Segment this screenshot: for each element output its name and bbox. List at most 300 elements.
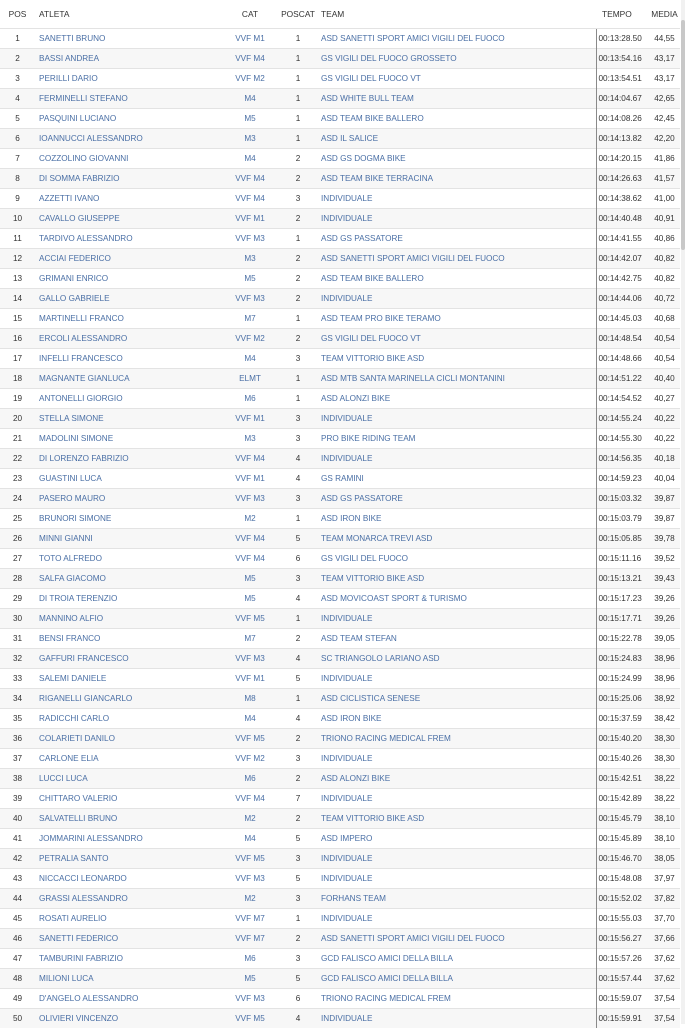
cell-poscat: 2 bbox=[279, 269, 317, 289]
cell-athlete[interactable]: GRASSI ALESSANDRO bbox=[35, 889, 221, 909]
cell-time: 00:15:22.78 bbox=[596, 629, 649, 649]
cell-cat[interactable]: M2 bbox=[221, 809, 279, 829]
cell-time: 00:14:44.06 bbox=[596, 289, 649, 309]
cell-team[interactable]: ASD TEAM BIKE BALLERO bbox=[317, 269, 596, 289]
cell-athlete[interactable]: SANETTI FEDERICO bbox=[35, 929, 221, 949]
cell-athlete[interactable]: BENSI FRANCO bbox=[35, 629, 221, 649]
cell-time: 00:14:08.26 bbox=[596, 109, 649, 129]
table-row[interactable] bbox=[0, 409, 680, 429]
cell-poscat: 3 bbox=[279, 889, 317, 909]
cell-athlete[interactable]: COLARIETI DANILO bbox=[35, 729, 221, 749]
cell-pos: 30 bbox=[0, 609, 35, 629]
cell-athlete[interactable]: JOMMARINI ALESSANDRO bbox=[35, 829, 221, 849]
cell-avg: 41,86 bbox=[649, 149, 680, 169]
cell-time: 00:15:57.44 bbox=[596, 969, 649, 989]
table-header bbox=[0, 0, 680, 29]
cell-time: 00:15:55.03 bbox=[596, 909, 649, 929]
cell-cat[interactable]: M3 bbox=[221, 129, 279, 149]
table-row[interactable] bbox=[0, 429, 680, 449]
table-row[interactable] bbox=[0, 389, 680, 409]
cell-team[interactable]: INDIVIDUALE bbox=[317, 189, 596, 209]
table-row[interactable] bbox=[0, 589, 680, 609]
cell-avg: 40,68 bbox=[649, 309, 680, 329]
cell-athlete[interactable]: DI SOMMA FABRIZIO bbox=[35, 169, 221, 189]
cell-team[interactable]: ASD WHITE BULL TEAM bbox=[317, 89, 596, 109]
table-row[interactable] bbox=[0, 449, 680, 469]
cell-team[interactable]: FORHANS TEAM bbox=[317, 889, 596, 909]
table-body bbox=[0, 29, 680, 1028]
cell-athlete[interactable]: DI TROIA TERENZIO bbox=[35, 589, 221, 609]
cell-team[interactable]: INDIVIDUALE bbox=[317, 849, 596, 869]
cell-team[interactable]: INDIVIDUALE bbox=[317, 289, 596, 309]
cell-cat[interactable]: VVF M4 bbox=[221, 529, 279, 549]
cell-athlete[interactable]: SALVATELLI BRUNO bbox=[35, 809, 221, 829]
cell-athlete[interactable]: ERCOLI ALESSANDRO bbox=[35, 329, 221, 349]
cell-poscat: 3 bbox=[279, 749, 317, 769]
cell-avg: 40,22 bbox=[649, 409, 680, 429]
cell-team[interactable]: ASD ALONZI BIKE bbox=[317, 769, 596, 789]
cell-cat[interactable]: VVF M4 bbox=[221, 449, 279, 469]
cell-cat[interactable]: VVF M2 bbox=[221, 329, 279, 349]
table-row[interactable] bbox=[0, 989, 680, 1009]
cell-athlete[interactable]: ACCIAI FEDERICO bbox=[35, 249, 221, 269]
cell-cat[interactable]: M4 bbox=[221, 349, 279, 369]
cell-athlete[interactable]: MARTINELLI FRANCO bbox=[35, 309, 221, 329]
cell-cat[interactable]: VVF M3 bbox=[221, 989, 279, 1009]
cell-avg: 42,20 bbox=[649, 129, 680, 149]
cell-athlete[interactable]: MILIONI LUCA bbox=[35, 969, 221, 989]
cell-team[interactable]: INDIVIDUALE bbox=[317, 449, 596, 469]
cell-time: 00:14:20.15 bbox=[596, 149, 649, 169]
cell-team[interactable]: ASD MTB SANTA MARINELLA CICLI MONTANINI bbox=[317, 369, 596, 389]
table-row[interactable] bbox=[0, 149, 680, 169]
cell-athlete[interactable]: MINNI GIANNI bbox=[35, 529, 221, 549]
cell-athlete[interactable]: PASQUINI LUCIANO bbox=[35, 109, 221, 129]
table-row[interactable] bbox=[0, 749, 680, 769]
cell-team[interactable]: GS VIGILI DEL FUOCO VT bbox=[317, 329, 596, 349]
cell-athlete[interactable]: INFELLI FRANCESCO bbox=[35, 349, 221, 369]
cell-time: 00:15:13.21 bbox=[596, 569, 649, 589]
cell-athlete[interactable]: PERILLI DARIO bbox=[35, 69, 221, 89]
table-row[interactable] bbox=[0, 49, 680, 69]
cell-athlete[interactable]: ROSATI AURELIO bbox=[35, 909, 221, 929]
cell-athlete[interactable]: SANETTI BRUNO bbox=[35, 29, 221, 49]
table-row[interactable] bbox=[0, 829, 680, 849]
cell-team[interactable]: GS VIGILI DEL FUOCO VT bbox=[317, 69, 596, 89]
cell-team[interactable]: TEAM VITTORIO BIKE ASD bbox=[317, 569, 596, 589]
cell-team[interactable]: INDIVIDUALE bbox=[317, 669, 596, 689]
cell-team[interactable]: TRIONO RACING MEDICAL FREM bbox=[317, 989, 596, 1009]
cell-avg: 38,30 bbox=[649, 749, 680, 769]
cell-cat[interactable]: M2 bbox=[221, 889, 279, 909]
cell-team[interactable]: ASD IRON BIKE bbox=[317, 709, 596, 729]
cell-team[interactable]: ASD TEAM PRO BIKE TERAMO bbox=[317, 309, 596, 329]
cell-pos: 47 bbox=[0, 949, 35, 969]
cell-poscat: 4 bbox=[279, 469, 317, 489]
cell-athlete[interactable]: GALLO GABRIELE bbox=[35, 289, 221, 309]
cell-cat[interactable]: ELMT bbox=[221, 369, 279, 389]
cell-athlete[interactable]: FERMINELLI STEFANO bbox=[35, 89, 221, 109]
cell-cat[interactable]: M5 bbox=[221, 269, 279, 289]
cell-team[interactable]: INDIVIDUALE bbox=[317, 609, 596, 629]
table-row[interactable] bbox=[0, 469, 680, 489]
table-row[interactable] bbox=[0, 109, 680, 129]
cell-team[interactable]: TRIONO RACING MEDICAL FREM bbox=[317, 729, 596, 749]
scrollbar-thumb[interactable] bbox=[681, 20, 685, 250]
cell-cat[interactable]: VVF M4 bbox=[221, 549, 279, 569]
cell-cat[interactable]: VVF M3 bbox=[221, 869, 279, 889]
table-row[interactable] bbox=[0, 529, 680, 549]
cell-team[interactable]: INDIVIDUALE bbox=[317, 1009, 596, 1028]
cell-cat[interactable]: VVF M3 bbox=[221, 489, 279, 509]
cell-avg: 39,26 bbox=[649, 589, 680, 609]
cell-cat[interactable]: VVF M2 bbox=[221, 69, 279, 89]
cell-team[interactable]: ASD SANETTI SPORT AMICI VIGILI DEL FUOCO bbox=[317, 29, 596, 49]
cell-pos: 43 bbox=[0, 869, 35, 889]
cell-poscat: 1 bbox=[279, 109, 317, 129]
cell-cat[interactable]: M5 bbox=[221, 109, 279, 129]
cell-team[interactable]: ASD GS DOGMA BIKE bbox=[317, 149, 596, 169]
cell-cat[interactable]: M5 bbox=[221, 569, 279, 589]
cell-athlete[interactable]: OLIVIERI VINCENZO bbox=[35, 1009, 221, 1028]
cell-poscat: 3 bbox=[279, 409, 317, 429]
table-row[interactable] bbox=[0, 229, 680, 249]
cell-avg: 37,54 bbox=[649, 989, 680, 1009]
cell-pos: 4 bbox=[0, 89, 35, 109]
cell-time: 00:14:48.54 bbox=[596, 329, 649, 349]
cell-poscat: 1 bbox=[279, 309, 317, 329]
table-row[interactable] bbox=[0, 889, 680, 909]
cell-athlete[interactable]: MADOLINI SIMONE bbox=[35, 429, 221, 449]
cell-team[interactable]: ASD CICLISTICA SENESE bbox=[317, 689, 596, 709]
cell-cat[interactable]: VVF M1 bbox=[221, 409, 279, 429]
cell-athlete[interactable]: GUASTINI LUCA bbox=[35, 469, 221, 489]
table-row[interactable] bbox=[0, 729, 680, 749]
table-row[interactable] bbox=[0, 569, 680, 589]
cell-athlete[interactable]: STELLA SIMONE bbox=[35, 409, 221, 429]
cell-cat[interactable]: VVF M3 bbox=[221, 229, 279, 249]
cell-cat[interactable]: VVF M7 bbox=[221, 909, 279, 929]
table-row[interactable] bbox=[0, 309, 680, 329]
cell-athlete[interactable]: PASERO MAURO bbox=[35, 489, 221, 509]
table-row[interactable] bbox=[0, 969, 680, 989]
cell-pos: 13 bbox=[0, 269, 35, 289]
cell-avg: 37,66 bbox=[649, 929, 680, 949]
cell-avg: 42,45 bbox=[649, 109, 680, 129]
cell-team[interactable]: TEAM MONARCA TREVI ASD bbox=[317, 529, 596, 549]
cell-cat[interactable]: M6 bbox=[221, 769, 279, 789]
table-row[interactable] bbox=[0, 269, 680, 289]
cell-cat[interactable]: VVF M3 bbox=[221, 289, 279, 309]
cell-cat[interactable]: VVF M5 bbox=[221, 609, 279, 629]
cell-pos: 36 bbox=[0, 729, 35, 749]
cell-athlete[interactable]: RADICCHI CARLO bbox=[35, 709, 221, 729]
cell-avg: 39,87 bbox=[649, 489, 680, 509]
table-row[interactable] bbox=[0, 1009, 680, 1028]
cell-cat[interactable]: M6 bbox=[221, 389, 279, 409]
table-row[interactable] bbox=[0, 289, 680, 309]
cell-cat[interactable]: M5 bbox=[221, 589, 279, 609]
cell-athlete[interactable]: BASSI ANDREA bbox=[35, 49, 221, 69]
cell-athlete[interactable]: NICCACCI LEONARDO bbox=[35, 869, 221, 889]
cell-avg: 41,00 bbox=[649, 189, 680, 209]
cell-cat[interactable]: M3 bbox=[221, 429, 279, 449]
cell-team[interactable]: TEAM VITTORIO BIKE ASD bbox=[317, 809, 596, 829]
cell-cat[interactable]: VVF M1 bbox=[221, 469, 279, 489]
cell-poscat: 7 bbox=[279, 789, 317, 809]
cell-cat[interactable]: M2 bbox=[221, 509, 279, 529]
cell-athlete[interactable]: DI LORENZO FABRIZIO bbox=[35, 449, 221, 469]
cell-time: 00:15:17.23 bbox=[596, 589, 649, 609]
cell-team[interactable]: ASD GS PASSATORE bbox=[317, 229, 596, 249]
cell-team[interactable]: ASD TEAM BIKE TERRACINA bbox=[317, 169, 596, 189]
table-row[interactable] bbox=[0, 689, 680, 709]
cell-athlete[interactable]: LUCCI LUCA bbox=[35, 769, 221, 789]
cell-time: 00:15:03.79 bbox=[596, 509, 649, 529]
table-row[interactable] bbox=[0, 349, 680, 369]
cell-pos: 7 bbox=[0, 149, 35, 169]
cell-athlete[interactable]: BRUNORI SIMONE bbox=[35, 509, 221, 529]
table-row[interactable] bbox=[0, 629, 680, 649]
cell-cat[interactable]: M3 bbox=[221, 249, 279, 269]
table-row[interactable] bbox=[0, 249, 680, 269]
cell-athlete[interactable]: MAGNANTE GIANLUCA bbox=[35, 369, 221, 389]
cell-team[interactable]: ASD IRON BIKE bbox=[317, 509, 596, 529]
cell-team[interactable]: GCD FALISCO AMICI DELLA BILLA bbox=[317, 969, 596, 989]
cell-team[interactable]: ASD IL SALICE bbox=[317, 129, 596, 149]
cell-time: 00:14:55.30 bbox=[596, 429, 649, 449]
cell-team[interactable]: ASD SANETTI SPORT AMICI VIGILI DEL FUOCO bbox=[317, 929, 596, 949]
table-row[interactable] bbox=[0, 209, 680, 229]
cell-avg: 40,82 bbox=[649, 269, 680, 289]
cell-cat[interactable]: M6 bbox=[221, 949, 279, 969]
table-row[interactable] bbox=[0, 789, 680, 809]
table-row[interactable] bbox=[0, 869, 680, 889]
table-row[interactable] bbox=[0, 169, 680, 189]
cell-athlete[interactable]: COZZOLINO GIOVANNI bbox=[35, 149, 221, 169]
cell-avg: 38,10 bbox=[649, 809, 680, 829]
cell-cat[interactable]: VVF M1 bbox=[221, 29, 279, 49]
table-row[interactable] bbox=[0, 489, 680, 509]
cell-team[interactable]: GS RAMINI bbox=[317, 469, 596, 489]
cell-athlete[interactable]: CARLONE ELIA bbox=[35, 749, 221, 769]
cell-cat[interactable]: VVF M2 bbox=[221, 749, 279, 769]
cell-avg: 37,82 bbox=[649, 889, 680, 909]
table-row[interactable] bbox=[0, 769, 680, 789]
cell-poscat: 2 bbox=[279, 329, 317, 349]
table-row[interactable] bbox=[0, 649, 680, 669]
cell-avg: 38,10 bbox=[649, 829, 680, 849]
cell-pos: 20 bbox=[0, 409, 35, 429]
cell-poscat: 2 bbox=[279, 149, 317, 169]
cell-poscat: 1 bbox=[279, 29, 317, 49]
cell-athlete[interactable]: PETRALIA SANTO bbox=[35, 849, 221, 869]
cell-cat[interactable]: VVF M1 bbox=[221, 669, 279, 689]
cell-athlete[interactable]: SALEMI DANIELE bbox=[35, 669, 221, 689]
header-poscat[interactable]: POSCAT bbox=[279, 0, 317, 29]
cell-team[interactable]: INDIVIDUALE bbox=[317, 869, 596, 889]
cell-team[interactable]: ASD GS PASSATORE bbox=[317, 489, 596, 509]
cell-athlete[interactable]: CAVALLO GIUSEPPE bbox=[35, 209, 221, 229]
cell-time: 00:15:48.08 bbox=[596, 869, 649, 889]
cell-poscat: 5 bbox=[279, 669, 317, 689]
cell-team[interactable]: INDIVIDUALE bbox=[317, 789, 596, 809]
cell-athlete[interactable]: MANNINO ALFIO bbox=[35, 609, 221, 629]
cell-avg: 40,22 bbox=[649, 429, 680, 449]
cell-team[interactable]: INDIVIDUALE bbox=[317, 909, 596, 929]
cell-avg: 39,78 bbox=[649, 529, 680, 549]
cell-athlete[interactable]: IOANNUCCI ALESSANDRO bbox=[35, 129, 221, 149]
cell-poscat: 1 bbox=[279, 689, 317, 709]
cell-poscat: 1 bbox=[279, 389, 317, 409]
header-time[interactable]: TEMPO bbox=[596, 0, 649, 29]
header-avg[interactable]: MEDIA bbox=[649, 0, 680, 29]
table-row[interactable] bbox=[0, 509, 680, 529]
vertical-scrollbar[interactable] bbox=[681, 0, 685, 1024]
cell-team[interactable]: GS VIGILI DEL FUOCO bbox=[317, 549, 596, 569]
cell-athlete[interactable]: RIGANELLI GIANCARLO bbox=[35, 689, 221, 709]
cell-time: 00:15:46.70 bbox=[596, 849, 649, 869]
cell-team[interactable]: ASD MOVICOAST SPORT & TURISMO bbox=[317, 589, 596, 609]
cell-cat[interactable]: M7 bbox=[221, 629, 279, 649]
cell-time: 00:15:45.89 bbox=[596, 829, 649, 849]
table-row[interactable] bbox=[0, 329, 680, 349]
cell-poscat: 4 bbox=[279, 449, 317, 469]
cell-time: 00:13:54.51 bbox=[596, 69, 649, 89]
cell-avg: 38,22 bbox=[649, 769, 680, 789]
cell-cat[interactable]: VVF M4 bbox=[221, 49, 279, 69]
cell-team[interactable]: ASD TEAM STEFAN bbox=[317, 629, 596, 649]
cell-cat[interactable]: VVF M4 bbox=[221, 169, 279, 189]
cell-pos: 5 bbox=[0, 109, 35, 129]
cell-avg: 40,82 bbox=[649, 249, 680, 269]
table-row[interactable] bbox=[0, 709, 680, 729]
cell-poscat: 1 bbox=[279, 369, 317, 389]
cell-athlete[interactable]: TAMBURINI FABRIZIO bbox=[35, 949, 221, 969]
cell-cat[interactable]: VVF M4 bbox=[221, 789, 279, 809]
table-row[interactable] bbox=[0, 669, 680, 689]
cell-poscat: 3 bbox=[279, 489, 317, 509]
table-row[interactable] bbox=[0, 69, 680, 89]
cell-cat[interactable]: VVF M5 bbox=[221, 849, 279, 869]
cell-pos: 17 bbox=[0, 349, 35, 369]
cell-time: 00:13:54.16 bbox=[596, 49, 649, 69]
table-row[interactable] bbox=[0, 369, 680, 389]
header-pos[interactable]: POS bbox=[0, 0, 35, 29]
cell-team[interactable]: SC TRIANGOLO LARIANO ASD bbox=[317, 649, 596, 669]
cell-time: 00:15:40.20 bbox=[596, 729, 649, 749]
cell-pos: 2 bbox=[0, 49, 35, 69]
cell-poscat: 2 bbox=[279, 629, 317, 649]
cell-team[interactable]: INDIVIDUALE bbox=[317, 749, 596, 769]
cell-athlete[interactable]: AZZETTI IVANO bbox=[35, 189, 221, 209]
cell-team[interactable]: ASD ALONZI BIKE bbox=[317, 389, 596, 409]
cell-avg: 38,42 bbox=[649, 709, 680, 729]
cell-athlete[interactable]: TOTO ALFREDO bbox=[35, 549, 221, 569]
table-row[interactable] bbox=[0, 89, 680, 109]
cell-athlete[interactable]: GRIMANI ENRICO bbox=[35, 269, 221, 289]
cell-avg: 38,96 bbox=[649, 649, 680, 669]
cell-cat[interactable]: M5 bbox=[221, 969, 279, 989]
header-team[interactable]: TEAM bbox=[317, 0, 596, 29]
table-row[interactable] bbox=[0, 129, 680, 149]
cell-poscat: 3 bbox=[279, 189, 317, 209]
table-row[interactable] bbox=[0, 189, 680, 209]
cell-time: 00:13:28.50 bbox=[596, 29, 649, 49]
cell-team[interactable]: INDIVIDUALE bbox=[317, 409, 596, 429]
cell-team[interactable]: TEAM VITTORIO BIKE ASD bbox=[317, 349, 596, 369]
cell-team[interactable]: ASD SANETTI SPORT AMICI VIGILI DEL FUOCO bbox=[317, 249, 596, 269]
cell-pos: 15 bbox=[0, 309, 35, 329]
cell-cat[interactable]: M4 bbox=[221, 149, 279, 169]
cell-cat[interactable]: M4 bbox=[221, 89, 279, 109]
cell-team[interactable]: PRO BIKE RIDING TEAM bbox=[317, 429, 596, 449]
cell-pos: 6 bbox=[0, 129, 35, 149]
header-cat[interactable]: CAT bbox=[221, 0, 279, 29]
cell-avg: 42,65 bbox=[649, 89, 680, 109]
cell-pos: 24 bbox=[0, 489, 35, 509]
cell-pos: 3 bbox=[0, 69, 35, 89]
cell-cat[interactable]: M4 bbox=[221, 829, 279, 849]
cell-athlete[interactable]: GAFFURI FRANCESCO bbox=[35, 649, 221, 669]
cell-athlete[interactable]: CHITTARO VALERIO bbox=[35, 789, 221, 809]
cell-team[interactable]: INDIVIDUALE bbox=[317, 209, 596, 229]
cell-athlete[interactable]: ANTONELLI GIORGIO bbox=[35, 389, 221, 409]
cell-cat[interactable]: VVF M7 bbox=[221, 929, 279, 949]
cell-avg: 40,91 bbox=[649, 209, 680, 229]
cell-poscat: 2 bbox=[279, 249, 317, 269]
table-row[interactable] bbox=[0, 809, 680, 829]
table-row[interactable] bbox=[0, 949, 680, 969]
cell-cat[interactable]: M8 bbox=[221, 689, 279, 709]
cell-cat[interactable]: VVF M1 bbox=[221, 209, 279, 229]
cell-time: 00:15:42.51 bbox=[596, 769, 649, 789]
cell-athlete[interactable]: TARDIVO ALESSANDRO bbox=[35, 229, 221, 249]
cell-cat[interactable]: M7 bbox=[221, 309, 279, 329]
cell-cat[interactable]: VVF M5 bbox=[221, 1009, 279, 1028]
cell-avg: 40,54 bbox=[649, 329, 680, 349]
cell-poscat: 5 bbox=[279, 969, 317, 989]
cell-team[interactable]: ASD TEAM BIKE BALLERO bbox=[317, 109, 596, 129]
table-row[interactable] bbox=[0, 929, 680, 949]
cell-pos: 42 bbox=[0, 849, 35, 869]
cell-team[interactable]: GS VIGILI DEL FUOCO GROSSETO bbox=[317, 49, 596, 69]
cell-athlete[interactable]: SALFA GIACOMO bbox=[35, 569, 221, 589]
cell-team[interactable]: ASD IMPERO bbox=[317, 829, 596, 849]
cell-cat[interactable]: VVF M3 bbox=[221, 649, 279, 669]
cell-pos: 11 bbox=[0, 229, 35, 249]
header-athlete[interactable]: ATLETA bbox=[35, 0, 221, 29]
cell-avg: 40,04 bbox=[649, 469, 680, 489]
cell-athlete[interactable]: D'ANGELO ALESSANDRO bbox=[35, 989, 221, 1009]
cell-avg: 43,17 bbox=[649, 49, 680, 69]
cell-cat[interactable]: VVF M4 bbox=[221, 189, 279, 209]
cell-team[interactable]: GCD FALISCO AMICI DELLA BILLA bbox=[317, 949, 596, 969]
table-row[interactable] bbox=[0, 909, 680, 929]
table-row[interactable] bbox=[0, 29, 680, 49]
table-row[interactable] bbox=[0, 549, 680, 569]
cell-pos: 10 bbox=[0, 209, 35, 229]
cell-poscat: 1 bbox=[279, 49, 317, 69]
cell-avg: 37,70 bbox=[649, 909, 680, 929]
table-row[interactable] bbox=[0, 609, 680, 629]
cell-pos: 33 bbox=[0, 669, 35, 689]
cell-cat[interactable]: VVF M5 bbox=[221, 729, 279, 749]
table-row[interactable] bbox=[0, 849, 680, 869]
cell-cat[interactable]: M4 bbox=[221, 709, 279, 729]
cell-pos: 9 bbox=[0, 189, 35, 209]
cell-pos: 39 bbox=[0, 789, 35, 809]
